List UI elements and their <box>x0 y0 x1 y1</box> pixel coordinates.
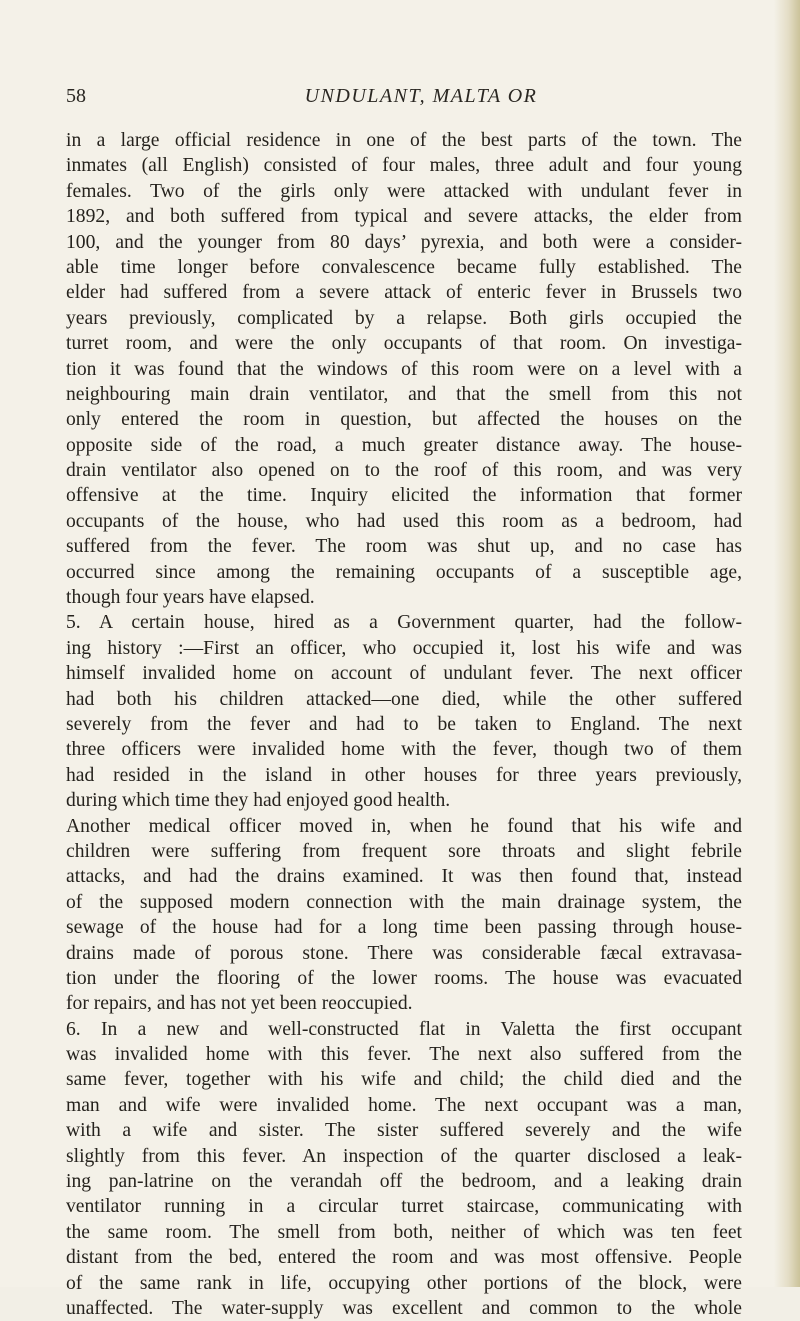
text-line: severely from the fever and had to be taken to England. The next <box>66 713 742 735</box>
text-line: children were suffering from frequent sore throats and slight febrile <box>66 840 742 862</box>
text-line: occupants of the house, who had used this room as a bedroom, had <box>66 510 742 532</box>
text-line: elder had suffered from a severe attack of enteric fever in Brussels two <box>66 282 742 304</box>
text-line: unaffected. The water-supply was excellent and common to the whole <box>66 1297 742 1319</box>
text-line: Another medical officer moved in, when he found that his wife and <box>66 815 742 837</box>
text-line: tion under the flooring of the lower rooms. The house was evacuated <box>66 967 742 989</box>
body-text <box>66 128 742 1321</box>
text-line: himself invalided home on account of undulant fever. The next officer <box>66 663 742 685</box>
text-line: 1892, and both suffered from typical and severe attacks, the elder from <box>66 206 742 228</box>
text-line: had resided in the island in other houses for three years previously, <box>66 764 742 786</box>
text-line: ventilator running in a circular turret staircase, communicating with <box>66 1196 742 1218</box>
text-line: years previously, complicated by a relapse. Both girls occupied the <box>66 307 742 329</box>
text-line: tion it was found that the windows of this room were on a level with a <box>66 358 742 380</box>
text-line: sewage of the house had for a long time been passing through house- <box>66 917 742 939</box>
text-line: ing pan-latrine on the verandah off the bedroom, and a leaking drain <box>66 1171 742 1193</box>
text-line: drain ventilator also opened on to the roof of this room, and was very <box>66 460 742 482</box>
page-edge-shadow <box>774 0 800 1287</box>
text-line: man and wife were invalided home. The next occupant was a man, <box>66 1094 742 1116</box>
text-line: turret room, and were the only occupants of that room. On investiga- <box>66 333 742 355</box>
text-line: inmates (all English) consisted of four males, three adult and four young <box>66 155 742 177</box>
text-line: offensive at the time. Inquiry elicited the information that former <box>66 485 742 507</box>
page-header <box>66 82 746 112</box>
text-line: the same room. The smell from both, neither of which was ten feet <box>66 1221 742 1243</box>
text-line: 100, and the younger from 80 days’ pyrexia, and both were a consider- <box>66 231 742 253</box>
text-line: with a wife and sister. The sister suffered severely and the wife <box>66 1120 742 1142</box>
text-line: occurred since among the remaining occupants of a susceptible age, <box>66 561 742 583</box>
page-number: 58 <box>66 85 86 107</box>
text-line: females. Two of the girls only were attacked with undulant fever in <box>66 180 742 202</box>
text-line: suffered from the fever. The room was shut up, and no case has <box>66 536 742 558</box>
text-line: attacks, and had the drains examined. It was then found that, instead <box>66 866 742 888</box>
text-line: for repairs, and has not yet been reoccupied. <box>66 993 413 1015</box>
text-line: was invalided home with this fever. The next also suffered from the <box>66 1044 742 1066</box>
text-line: neighbouring main drain ventilator, and that the smell from this not <box>66 383 742 405</box>
text-line: 6. In a new and well-constructed flat in Valetta the first occupant <box>66 1018 742 1040</box>
text-line: though four years have elapsed. <box>66 587 315 609</box>
text-line: ing history :—First an officer, who occupied it, lost his wife and was <box>66 637 742 659</box>
text-line: distant from the bed, entered the room and was most offensive. People <box>66 1247 742 1269</box>
text-line: slightly from this fever. An inspection of the quarter disclosed a leak- <box>66 1145 742 1167</box>
text-line: 5. A certain house, hired as a Government quarter, had the follow- <box>66 612 742 634</box>
text-line: opposite side of the road, a much greater distance away. The house- <box>66 434 742 456</box>
text-line: during which time they had enjoyed good health. <box>66 790 451 812</box>
text-line: three officers were invalided home with the fever, though two of them <box>66 739 742 761</box>
text-line: same fever, together with his wife and child; the child died and the <box>66 1069 742 1091</box>
text-line: of the supposed modern connection with the main drainage system, the <box>66 891 742 913</box>
text-line: of the same rank in life, occupying other portions of the block, were <box>66 1272 742 1294</box>
text-line: only entered the room in question, but affected the houses on the <box>66 409 742 431</box>
text-line: able time longer before convalescence became fully established. The <box>66 256 742 278</box>
text-line: had both his children attacked—one died, while the other suffered <box>66 688 742 710</box>
running-head: UNDULANT, MALTA OR <box>304 85 538 107</box>
text-line: drains made of porous stone. There was considerable fæcal extravasa- <box>66 942 742 964</box>
text-line: in a large official residence in one of the best parts of the town. The <box>66 130 742 151</box>
